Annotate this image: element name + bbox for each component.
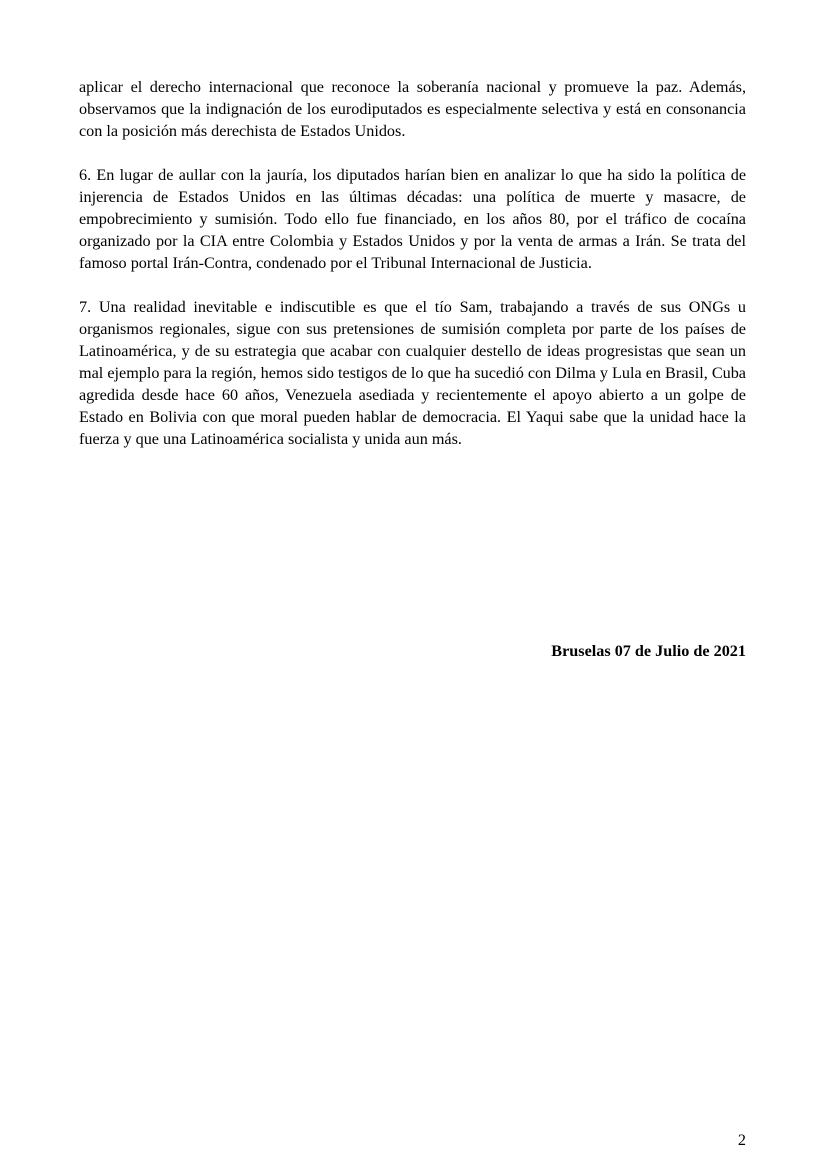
document-body xyxy=(79,76,746,450)
paragraph-6: 6. En lugar de aullar con la jauría, los diputados harían bien en analizar lo que ha sido la política de injerencia de Estados Unidos en las últimas décadas: una política de muerte y masacre, de empobrecimiento y sumisión. Todo ello fue financiado, en los años 80, por el tráfico de cocaína organizado por la CIA entre Colombia y Estados Unidos y por la venta de armas a Irán. Se trata del famoso portal Irán-Contra, condenado por el Tribunal Internacional de Justicia. xyxy=(79,166,746,272)
page-number: 2 xyxy=(737,1131,746,1149)
paragraph-7: 7. Una realidad inevitable e indiscutible es que el tío Sam, trabajando a través de sus ONGs u organismos regionales, sigue con sus pretensiones de sumisión completa por parte de los países de Latinoamérica, y de su estrategia que acabar con cualquier destello de ideas progresistas que sean un mal ejemplo para la región, hemos sido testigos de lo que ha sucedió con Dilma y Lula en Brasil, Cuba agredida desde hace 60 años, Venezuela asediada y recientemente el apoyo abierto a un golpe de Estado en Bolivia con que moral pueden hablar de democracia. El Yaqui sabe que la unidad hace la fuerza y que una Latinoamérica socialista y unida aun más. xyxy=(79,298,746,448)
place-date-signature: Bruselas 07 de Julio de 2021 xyxy=(551,642,746,660)
paragraph-continuation: aplicar el derecho internacional que reconoce la soberanía nacional y promueve la paz. Además, observamos que la indignación de los eurodiputados es especialmente selectiva y está en consonancia con la posición más derechista de Estados Unidos. xyxy=(79,78,746,140)
